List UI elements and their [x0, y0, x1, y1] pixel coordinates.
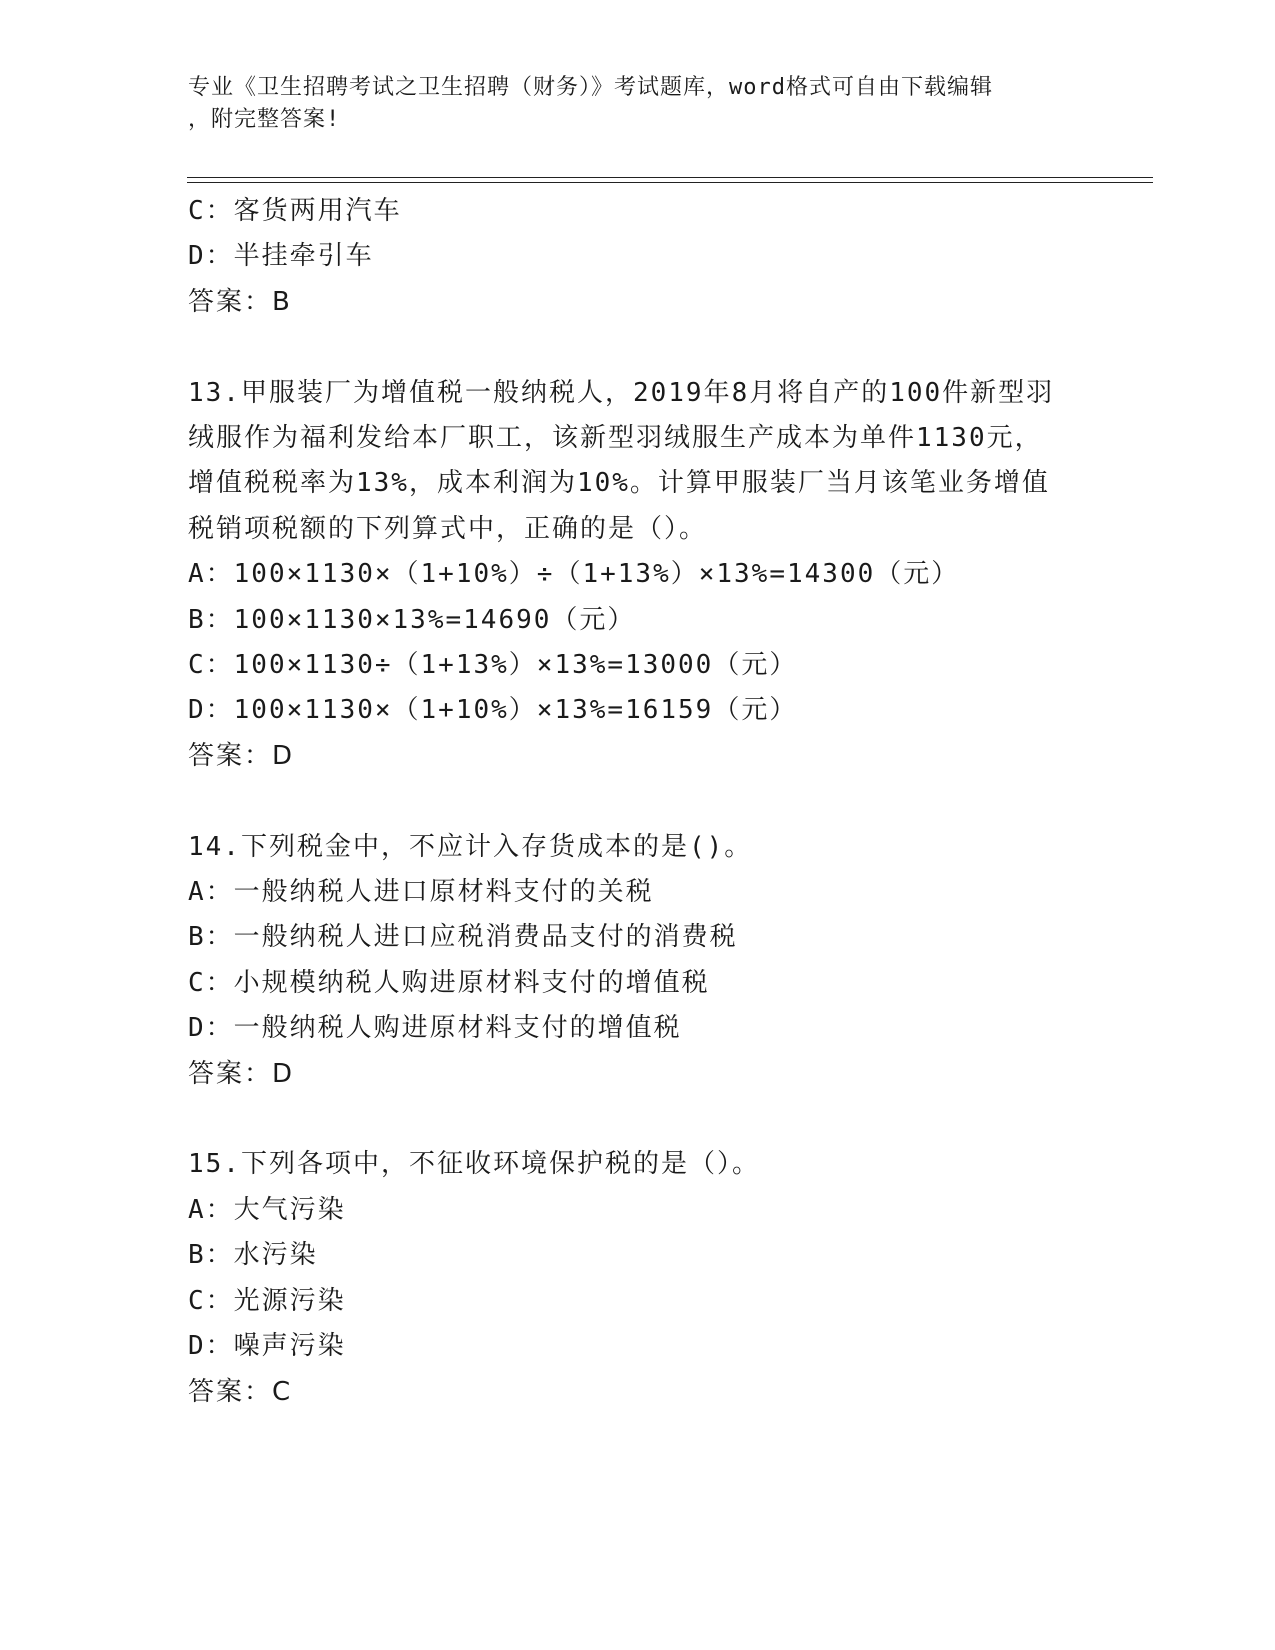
header-divider-top — [187, 177, 1153, 178]
spacer — [188, 325, 1148, 370]
header-line-1: 专业《卫生招聘考试之卫生招聘（财务）》考试题库，word格式可自由下载编辑 — [188, 75, 993, 100]
header-line-2: ，附完整答案! — [188, 107, 341, 132]
question-list — [188, 189, 1148, 1415]
question-15 — [188, 1142, 1148, 1414]
answer: 答案：B — [188, 286, 292, 317]
option-c: C：小规模纳税人购进原材料支付的增值税 — [188, 967, 710, 998]
option-c: C：100×1130÷（1+13%）×13%=13000（元） — [188, 650, 798, 681]
question-stem-line: 税销项税额的下列算式中，正确的是（）。 — [188, 513, 708, 544]
spacer — [188, 1097, 1148, 1142]
option-d: D：噪声污染 — [188, 1331, 346, 1362]
header-divider-bottom — [187, 182, 1153, 183]
question-14 — [188, 825, 1148, 1097]
answer: 答案：C — [188, 1376, 293, 1407]
option-c: C：客货两用汽车 — [188, 196, 402, 226]
option-b: B：一般纳税人进口应税消费品支付的消费税 — [188, 922, 738, 953]
option-c: C：光源污染 — [188, 1285, 346, 1316]
option-a: A：大气污染 — [188, 1194, 346, 1225]
question-stem-line: 增值税税率为13%，成本利润为10%。计算甲服装厂当月该笔业务增值 — [188, 468, 1050, 499]
question-stem-line: 绒服作为福利发给本厂职工，该新型羽绒服生产成本为单件1130元， — [188, 423, 1043, 454]
option-d: D：一般纳税人购进原材料支付的增值税 — [188, 1013, 682, 1044]
spacer — [188, 779, 1148, 824]
option-b: B：100×1130×13%=14690（元） — [188, 604, 636, 635]
question-stem: 14.下列税金中，不应计入存货成本的是()。 — [188, 831, 753, 862]
question-13 — [188, 371, 1148, 780]
answer: 答案：D — [188, 1058, 295, 1089]
option-b: B：水污染 — [188, 1240, 318, 1271]
option-d: D：半挂牵引车 — [188, 241, 374, 272]
document-header — [188, 72, 1088, 136]
question-stem: 15.下列各项中，不征收环境保护税的是（）。 — [188, 1149, 760, 1180]
answer: 答案：D — [188, 740, 295, 771]
option-a: A：100×1130×（1+10%）÷（1+13%）×13%=14300（元） — [188, 559, 960, 590]
question-stem-line: 13.甲服装厂为增值税一般纳税人，2019年8月将自产的100件新型羽 — [188, 377, 1055, 408]
option-d: D：100×1130×（1+10%）×13%=16159（元） — [188, 695, 798, 726]
option-a: A：一般纳税人进口原材料支付的关税 — [188, 877, 654, 908]
question-12-tail — [188, 189, 1148, 325]
